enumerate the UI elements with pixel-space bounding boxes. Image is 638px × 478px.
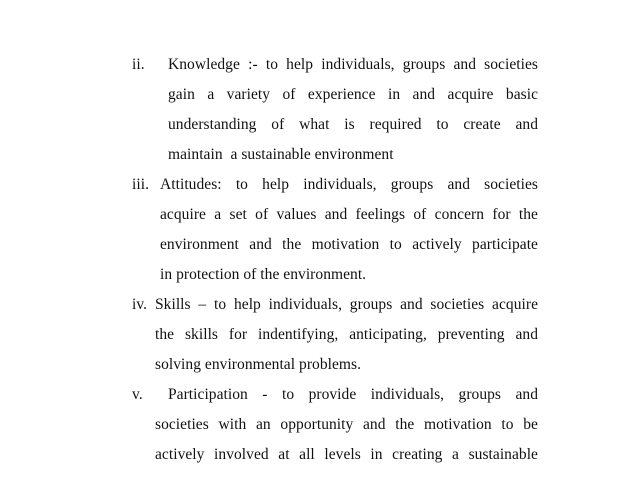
list-numeral-ii: ii. xyxy=(132,56,145,73)
item-ii-line-3: understanding of what is required to create and xyxy=(168,116,538,133)
item-iii-line-4: in protection of the environment. xyxy=(160,266,367,283)
item-v-line-2: societies with an opportunity and the motivation to be xyxy=(155,416,538,433)
item-ii-line-2: gain a variety of experience in and acquire basic xyxy=(168,86,538,103)
item-iv-line-1: Skills – to help individuals, groups and societies acquire xyxy=(155,296,538,313)
item-iii-line-1: Attitudes: to help individuals, groups and societies xyxy=(160,176,538,193)
item-iv-line-2: the skills for indentifying, anticipating, preventing and xyxy=(155,326,538,343)
item-iv-line-3: solving environmental problems. xyxy=(155,356,362,373)
item-iii-line-2: acquire a set of values and feelings of concern for the xyxy=(160,206,538,223)
item-ii-line-4: maintain a sustainable environment xyxy=(168,146,394,163)
list-numeral-iii: iii. xyxy=(132,176,149,193)
list-numeral-iv: iv. xyxy=(132,296,148,313)
list-numeral-v: v. xyxy=(132,386,143,403)
item-v-line-1: Participation - to provide individuals, groups and xyxy=(168,386,538,403)
item-ii-line-1: Knowledge :- to help individuals, groups and societies xyxy=(168,56,538,73)
item-iii-line-3: environment and the motivation to actively participate xyxy=(160,236,538,253)
item-v-line-3: actively involved at all levels in creating a sustainable xyxy=(155,446,538,463)
